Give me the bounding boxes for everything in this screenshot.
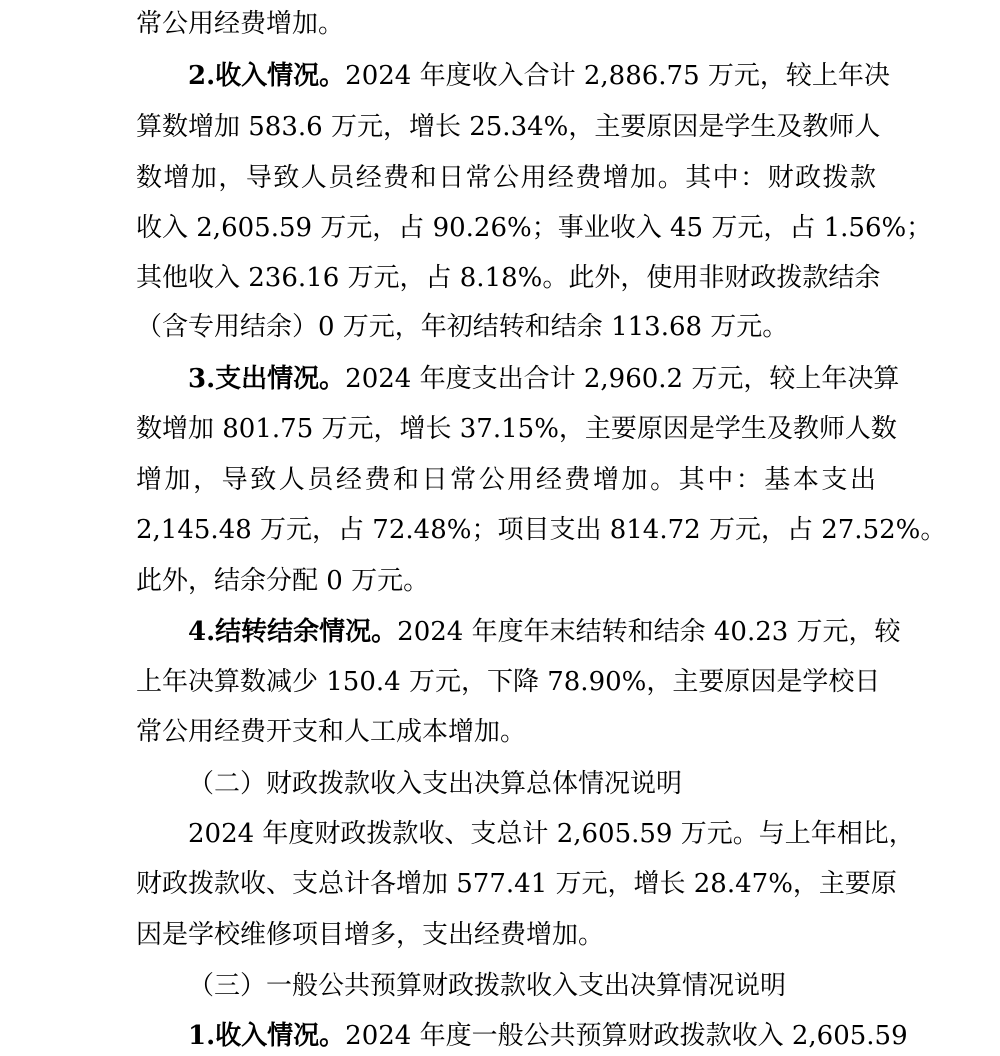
paragraph-line: 财政拨款收、支总计各增加 577.41 万元，增长 28.47%，主要原 [136,869,897,899]
paragraph-text: 2024 年度支出合计 2,960.2 万元，较上年决算 [345,364,900,394]
paragraph-line [188,56,890,96]
paragraph-line: 常公用经费增加。 [136,9,345,39]
paragraph-line: 收入 2,605.59 万元，占 90.26%；事业收入 45 万元，占 1.56%； [136,213,933,243]
paragraph-line: 此外，结余分配 0 万元。 [136,566,430,596]
paragraph-text: 2024 年度收入合计 2,886.75 万元，较上年决 [345,61,890,91]
paragraph-line: 因是学校维修项目增多，支出经费增加。 [136,920,605,950]
paragraph-line: 2024 年度财政拨款收、支总计 2,605.59 万元。与上年相比， [188,819,915,849]
section-heading: 2.收入情况。 [188,61,346,91]
paragraph-line [188,359,900,399]
paragraph-line: 数增加 801.75 万元，增长 37.15%，主要原因是学生及教师人数 [136,414,897,444]
paragraph-line: 增加，导致人员经费和日常公用经费增加。其中：基本支出 [136,465,876,495]
subsection-heading: （二）财政拨款收入支出决算总体情况说明 [188,769,683,799]
paragraph-line: 数增加，导致人员经费和日常公用经费增加。其中：财政拨款 [136,163,876,193]
paragraph-line: 算数增加 583.6 万元，增长 25.34%，主要原因是学生及教师人 [136,112,881,142]
paragraph-line: 常公用经费开支和人工成本增加。 [136,717,527,747]
paragraph-line: 上年决算数减少 150.4 万元，下降 78.90%，主要原因是学校日 [136,667,881,697]
paragraph-line [188,612,901,652]
paragraph-line: 其他收入 236.16 万元，占 8.18%。此外，使用非财政拨款结余 [136,263,881,293]
paragraph-line [188,1016,908,1056]
paragraph-line: 2,145.48 万元，占 72.48%；项目支出 814.72 万元，占 27.52%。 [136,515,947,545]
paragraph-text: 2024 年度年末结转和结余 40.23 万元，较 [397,617,901,647]
paragraph-text: 2024 年度一般公共预算财政拨款收入 2,605.59 [345,1021,908,1051]
section-heading: 4.结转结余情况。 [188,617,398,647]
subsection-heading: （三）一般公共预算财政拨款收入支出决算情况说明 [188,971,787,1001]
section-heading: 1.收入情况。 [188,1021,346,1051]
paragraph-line: （含专用结余）0 万元，年初结转和结余 113.68 万元。 [136,312,789,342]
section-heading: 3.支出情况。 [188,364,346,394]
